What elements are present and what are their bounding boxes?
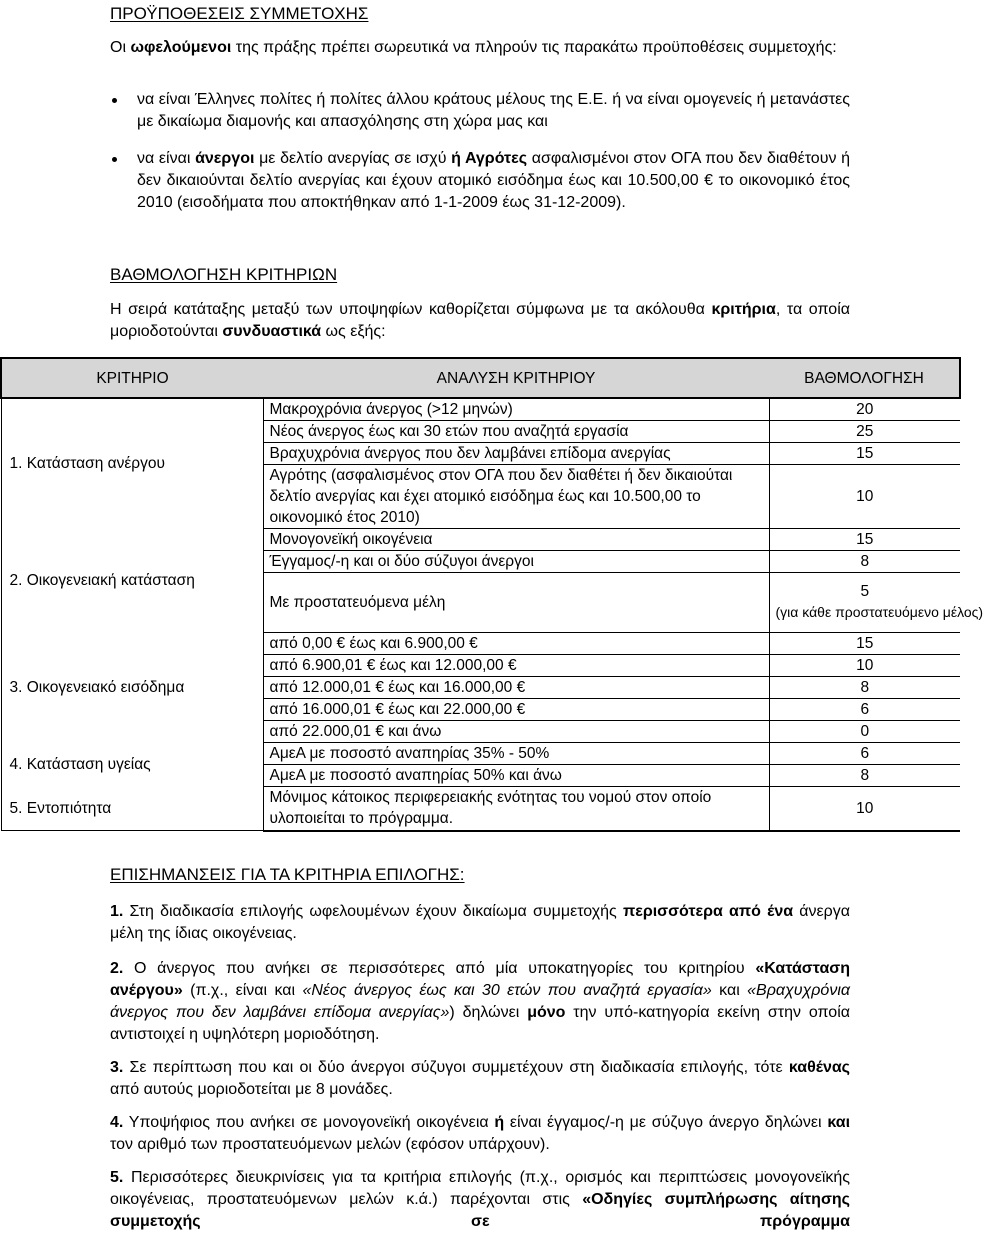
prereq-intro: Οι ωφελούμενοι της πράξης πρέπει σωρευτικά να πληρούν τις παρακάτω προϋποθέσεις συμμετοχής: [110, 39, 837, 56]
criterion-score: 5 (για κάθε προστατευόμενο μέλος) [769, 573, 960, 633]
table-row [1, 529, 960, 551]
criterion-score: 25 [769, 421, 960, 443]
criterion-score: 15 [769, 529, 960, 551]
criterion-desc: από 12.000,01 € έως και 16.000,00 € [263, 677, 769, 699]
table-row [1, 787, 960, 831]
note-4: 4. Υποψήφιος που ανήκει σε μονογονεϊκή οικογένεια ή είναι έγγαμος/-η με σύζυγο άνεργο δηλώνει και τον αριθμό των προστατευόμενων μελών (εφόσον υπάρχουν). [110, 1114, 851, 1153]
prereq-list [110, 89, 850, 214]
criterion-score: 15 [769, 633, 960, 655]
criterion-desc: Μονογονεϊκή οικογένεια [263, 529, 769, 551]
criterion-desc: Αγρότης (ασφαλισμένος στον ΟΓΑ που δεν διαθέτει ή δεν δικαιούται δελτίο ανεργίας και έχει ατομικό εισόδημα έως και 10.500,00 το οικονομικό έτος 2010) [263, 465, 769, 529]
criterion-name: 3. Οικογενειακό εισόδημα [1, 633, 263, 743]
header-criterion: ΚΡΙΤΗΡΙΟ [1, 358, 263, 398]
criterion-score: 10 [769, 465, 960, 529]
prereq-heading: ΠΡΟΫΠΟΘΕΣΕΙΣ ΣΥΜΜΕΤΟΧΗΣ [110, 4, 369, 23]
score-note: (για κάθε προστατευόμενο μέλος) [775, 604, 983, 620]
notes-heading: ΕΠΙΣΗΜΑΝΣΕΙΣ ΓΙΑ ΤΑ ΚΡΙΤΗΡΙΑ ΕΠΙΛΟΓΗΣ: [110, 865, 465, 884]
criterion-desc: Έγγαμος/-η και οι δύο σύζυγοι άνεργοι [263, 551, 769, 573]
criterion-desc: ΑμεΑ με ποσοστό αναπηρίας 50% και άνω [263, 765, 769, 787]
criterion-score: 6 [769, 743, 960, 765]
table-header-row [1, 358, 960, 398]
criterion-score: 8 [769, 677, 960, 699]
criterion-desc: Βραχυχρόνια άνεργος που δεν λαμβάνει επίδομα ανεργίας [263, 443, 769, 465]
criterion-score: 10 [769, 655, 960, 677]
table-row [1, 743, 960, 765]
scoring-heading: ΒΑΘΜΟΛΟΓΗΣΗ ΚΡΙΤΗΡΙΩΝ [110, 265, 338, 284]
criterion-score: 6 [769, 699, 960, 721]
header-score: ΒΑΘΜΟΛΟΓΗΣΗ [769, 358, 960, 398]
header-analysis: ΑΝΑΛΥΣΗ ΚΡΙΤΗΡΙΟΥ [263, 358, 769, 398]
list-item: να είναι άνεργοι με δελτίο ανεργίας σε ισχύ ή Αγρότες ασφαλισμένοι στον ΟΓΑ που δεν διαθέτουν ή δεν δικαιούνται δελτίο ανεργίας και έχουν ατομικό εισόδημα έως και 10.500,00 € το οικονομικό έτος 2010 (εισοδήματα που αποκτήθηκαν από 1-1-2009 έως 31-12-2009). [110, 148, 850, 214]
criterion-name: 5. Εντοπιότητα [1, 787, 263, 831]
criterion-name: 1. Κατάσταση ανέργου [1, 398, 263, 529]
criterion-score: 8 [769, 765, 960, 787]
criterion-desc: από 22.000,01 € και άνω [263, 721, 769, 743]
criterion-desc: Με προστατευόμενα μέλη [263, 573, 769, 633]
criterion-desc: από 6.900,01 € έως και 12.000,00 € [263, 655, 769, 677]
criterion-desc: από 16.000,01 € έως και 22.000,00 € [263, 699, 769, 721]
criterion-score: 10 [769, 787, 960, 831]
criterion-desc: Μακροχρόνια άνεργος (>12 μηνών) [263, 398, 769, 421]
table-row [1, 398, 960, 421]
criterion-name: 2. Οικογενειακή κατάσταση [1, 529, 263, 633]
criterion-desc: Νέος άνεργος έως και 30 ετών που αναζητά εργασία [263, 421, 769, 443]
criterion-name: 4. Κατάσταση υγείας [1, 743, 263, 787]
criterion-desc: από 0,00 € έως και 6.900,00 € [263, 633, 769, 655]
table-row [1, 633, 960, 655]
criteria-table [0, 357, 983, 832]
criterion-score: 15 [769, 443, 960, 465]
list-item: να είναι Έλληνες πολίτες ή πολίτες άλλου κράτους μέλους της Ε.Ε. ή να είναι ομογενείς ή μετανάστες με δικαίωμα διαμονής και απασχόλησης στη χώρα μας και [110, 89, 850, 133]
criterion-score: 20 [769, 398, 960, 421]
criterion-score: 0 [769, 721, 960, 743]
note-1: 1. Στη διαδικασία επιλογής ωφελουμένων έχουν δικαίωμα συμμετοχής περισσότερα από ένα άνεργα μέλη της ίδιας οικογένειας. [110, 903, 850, 942]
scoring-intro: Η σειρά κατάταξης μεταξύ των υποψηφίων καθορίζεται σύμφωνα με τα ακόλουθα κριτήρια, τα οποία μοριοδοτούνται συνδυαστικά ως εξής: [110, 301, 850, 340]
note-3: 3. Σε περίπτωση που και οι δύο άνεργοι σύζυγοι συμμετέχουν στη διαδικασία επιλογής, τότε καθένας από αυτούς μοριοδοτείται με 8 μονάδες. [110, 1059, 850, 1098]
criterion-desc: Μόνιμος κάτοικος περιφερειακής ενότητας του νομού στον οποίο υλοποιείται το πρόγραμμα. [263, 787, 769, 831]
note-5: 5. Περισσότερες διευκρινίσεις για τα κριτήρια επιλογής (π.χ., ορισμός και περιπτώσεις μονογονεϊκής οικογένειας, προστατευόμενων μελών κ.ά.) παρέχονται στις «Οδηγίες συμπλήρωσης αίτησης συμμετοχής σε πρόγραμμα [110, 1169, 850, 1230]
criterion-desc: ΑμεΑ με ποσοστό αναπηρίας 35% - 50% [263, 743, 769, 765]
note-2: 2. Ο άνεργος που ανήκει σε περισσότερες από μία υποκατηγορίες του κριτηρίου «Κατάσταση ανέργου» (π.χ., είναι και «Νέος άνεργος έως και 30 ετών που αναζητά εργασία» και «Βραχυχρόνια άνεργος που δεν λαμβάνει επίδομα ανεργίας») δηλώνει μόνο την υπό-κατηγορία εκείνη στην οποία αντιστοιχεί η υψηλότερη μοριοδότηση. [110, 960, 851, 1043]
criterion-score: 8 [769, 551, 960, 573]
